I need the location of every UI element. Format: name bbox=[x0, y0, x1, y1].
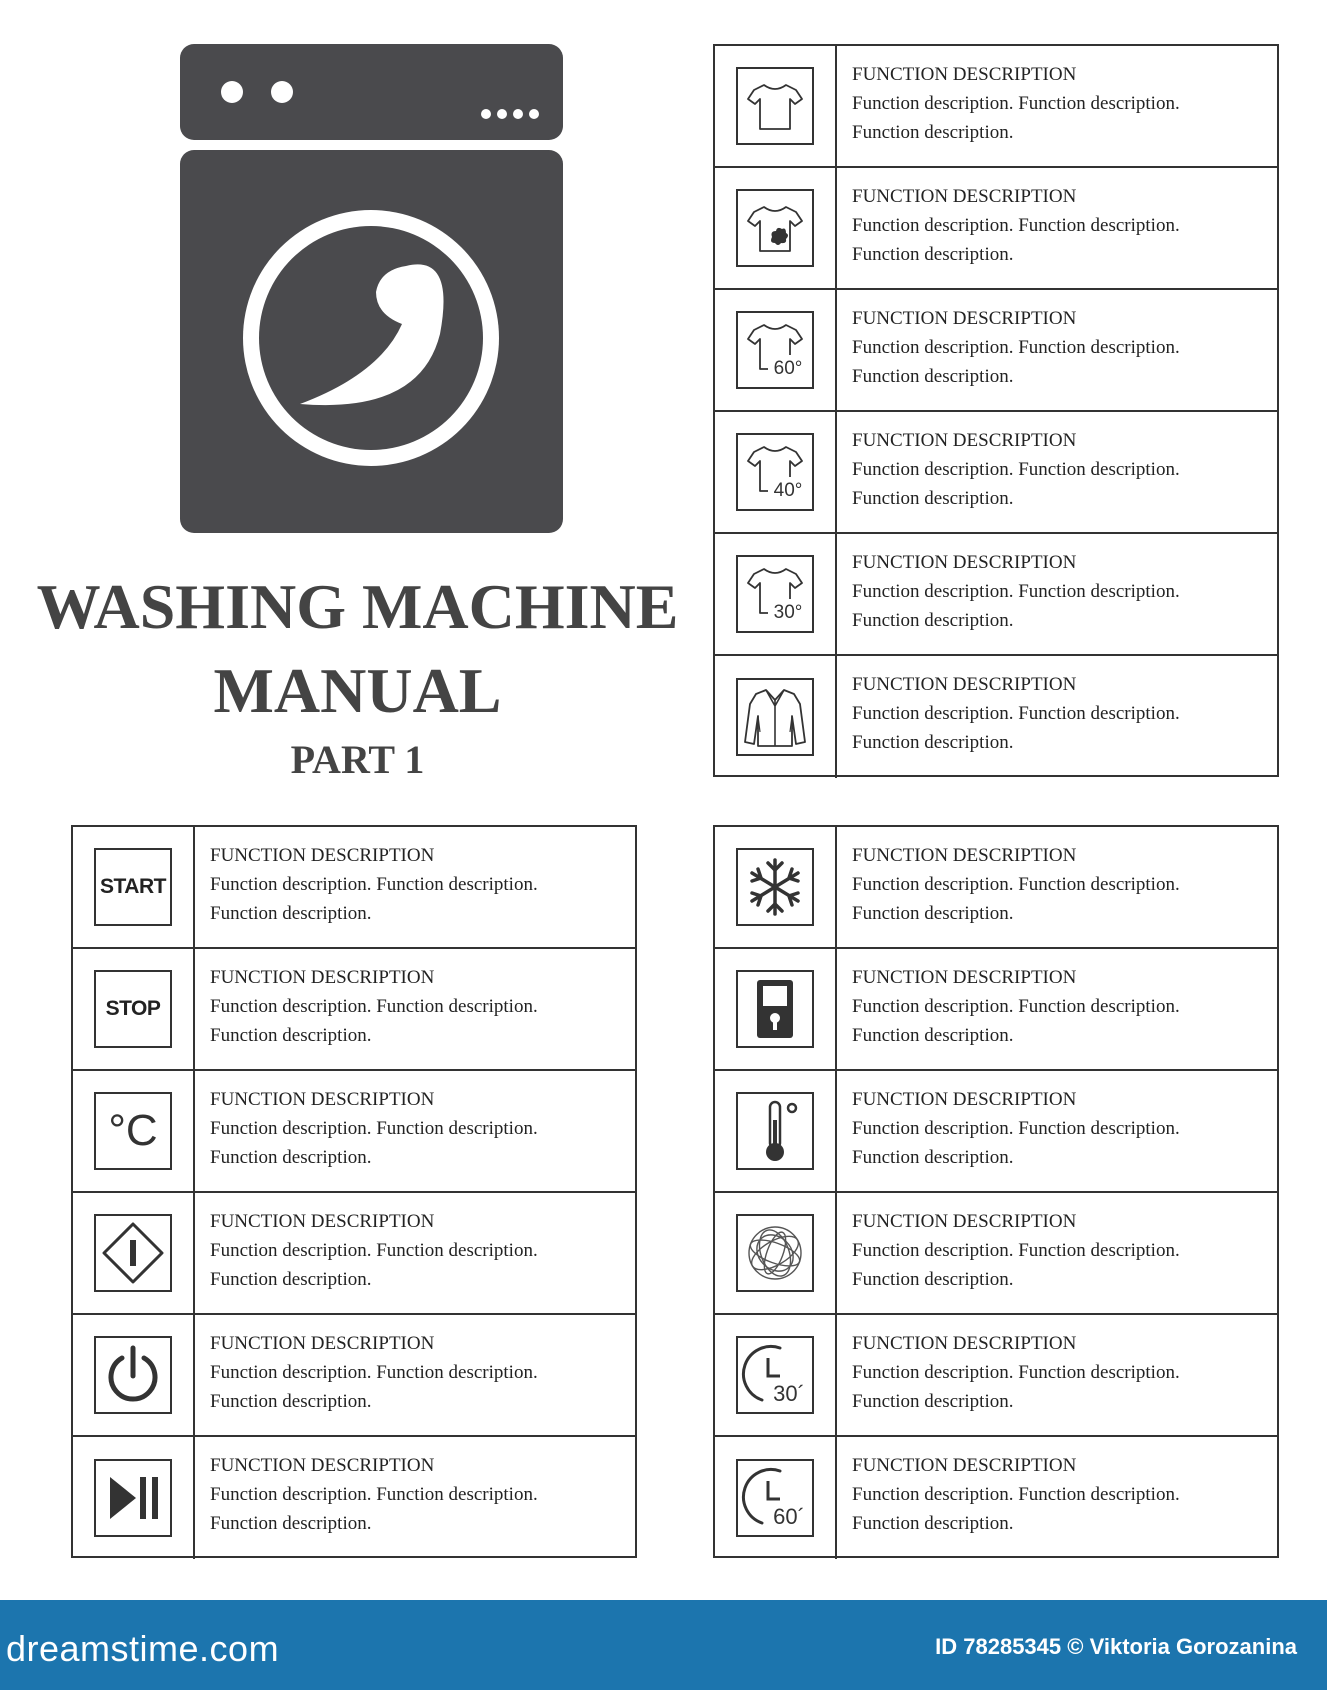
function-text: Function description. Function description. Function description. bbox=[852, 215, 1180, 265]
diamond-info-icon bbox=[94, 1214, 172, 1292]
function-text: Function description. Function description. Function description. bbox=[210, 874, 538, 924]
icon-label: 60° bbox=[773, 358, 803, 379]
table-row bbox=[73, 949, 635, 1071]
icon-label: STOP bbox=[105, 997, 161, 1020]
function-text: Function description. Function description. Function description. bbox=[852, 996, 1180, 1046]
function-title: FUNCTION DESCRIPTION bbox=[852, 1089, 1077, 1110]
function-title: FUNCTION DESCRIPTION bbox=[852, 552, 1077, 573]
timer-60-icon bbox=[736, 1459, 814, 1537]
washing-machine-icon bbox=[180, 44, 563, 533]
function-title: FUNCTION DESCRIPTION bbox=[852, 1333, 1077, 1354]
table-row bbox=[715, 46, 1277, 168]
start-icon bbox=[94, 848, 172, 926]
function-title: FUNCTION DESCRIPTION bbox=[852, 64, 1077, 85]
table-row bbox=[715, 1315, 1277, 1437]
function-text: Function description. Function description. Function description. bbox=[852, 874, 1180, 924]
icon-label: °C bbox=[108, 1106, 158, 1155]
tshirt-icon bbox=[736, 67, 814, 145]
icon-label: 30´ bbox=[773, 1381, 805, 1406]
table-row bbox=[715, 1193, 1277, 1315]
table-row bbox=[73, 1315, 635, 1437]
function-title: FUNCTION DESCRIPTION bbox=[852, 967, 1077, 988]
tshirt-40-icon bbox=[736, 433, 814, 511]
table-row bbox=[715, 1071, 1277, 1193]
table-row bbox=[715, 168, 1277, 290]
function-text: Function description. Function description. Function description. bbox=[852, 1240, 1180, 1290]
function-text: Function description. Function description. Function description. bbox=[210, 996, 538, 1046]
function-title: FUNCTION DESCRIPTION bbox=[852, 430, 1077, 451]
table-row bbox=[715, 1437, 1277, 1559]
stained-tshirt-icon bbox=[736, 189, 814, 267]
function-title: FUNCTION DESCRIPTION bbox=[852, 845, 1077, 866]
function-title: FUNCTION DESCRIPTION bbox=[210, 845, 435, 866]
table-row bbox=[73, 1071, 635, 1193]
icon-label: 60´ bbox=[773, 1504, 805, 1529]
function-title: FUNCTION DESCRIPTION bbox=[852, 1455, 1077, 1476]
function-table-top-right bbox=[713, 44, 1279, 777]
function-text: Function description. Function description. Function description. bbox=[852, 703, 1180, 753]
function-table-bottom-right bbox=[713, 825, 1279, 1558]
play-pause-icon bbox=[94, 1459, 172, 1537]
table-row bbox=[715, 290, 1277, 412]
page-title-line2: MANUAL bbox=[213, 655, 502, 726]
table-row bbox=[73, 1193, 635, 1315]
tshirt-30-icon bbox=[736, 555, 814, 633]
function-title: FUNCTION DESCRIPTION bbox=[210, 1333, 435, 1354]
function-text: Function description. Function description. Function description. bbox=[210, 1484, 538, 1534]
shirt-icon bbox=[736, 678, 814, 756]
brand-logo[interactable]: dreamstime.com bbox=[6, 1628, 280, 1669]
function-title: FUNCTION DESCRIPTION bbox=[852, 186, 1077, 207]
function-title: FUNCTION DESCRIPTION bbox=[210, 1455, 435, 1476]
function-title: FUNCTION DESCRIPTION bbox=[210, 1089, 435, 1110]
function-text: Function description. Function description. Function description. bbox=[210, 1118, 538, 1168]
function-text: Function description. Function description. Function description. bbox=[852, 1362, 1180, 1412]
icon-label: START bbox=[100, 875, 166, 898]
function-text: Function description. Function description. Function description. bbox=[852, 93, 1180, 143]
table-row bbox=[715, 656, 1277, 778]
icon-label: 30° bbox=[773, 602, 803, 623]
function-text: Function description. Function description. Function description. bbox=[210, 1240, 538, 1290]
wool-icon bbox=[736, 1214, 814, 1292]
table-row bbox=[715, 949, 1277, 1071]
footer-bar bbox=[0, 1600, 1327, 1690]
function-title: FUNCTION DESCRIPTION bbox=[210, 967, 435, 988]
table-row bbox=[73, 827, 635, 949]
thermometer-icon bbox=[736, 1092, 814, 1170]
function-title: FUNCTION DESCRIPTION bbox=[852, 1211, 1077, 1232]
table-row bbox=[715, 534, 1277, 656]
power-icon bbox=[94, 1336, 172, 1414]
function-text: Function description. Function description. Function description. bbox=[852, 1484, 1180, 1534]
function-text: Function description. Function description. Function description. bbox=[852, 459, 1180, 509]
door-lock-icon bbox=[736, 970, 814, 1048]
icon-label: 40° bbox=[773, 480, 803, 501]
function-text: Function description. Function description. Function description. bbox=[852, 581, 1180, 631]
function-text: Function description. Function description. Function description. bbox=[852, 337, 1180, 387]
stop-icon bbox=[94, 970, 172, 1048]
celsius-icon bbox=[94, 1092, 172, 1170]
table-row bbox=[73, 1437, 635, 1559]
function-text: Function description. Function description. Function description. bbox=[852, 1118, 1180, 1168]
function-title: FUNCTION DESCRIPTION bbox=[852, 308, 1077, 329]
page-title-line1: WASHING MACHINE bbox=[36, 571, 679, 642]
function-title: FUNCTION DESCRIPTION bbox=[210, 1211, 435, 1232]
table-row bbox=[715, 412, 1277, 534]
tshirt-60-icon bbox=[736, 311, 814, 389]
table-row bbox=[715, 827, 1277, 949]
function-title: FUNCTION DESCRIPTION bbox=[852, 674, 1077, 695]
page-subtitle: PART 1 bbox=[290, 737, 425, 782]
function-text: Function description. Function description. Function description. bbox=[210, 1362, 538, 1412]
timer-30-icon bbox=[736, 1336, 814, 1414]
image-credit: ID 78285345 © Viktoria Gorozanina bbox=[935, 1634, 1297, 1659]
snowflake-icon bbox=[736, 848, 814, 926]
function-table-bottom-left bbox=[71, 825, 637, 1558]
